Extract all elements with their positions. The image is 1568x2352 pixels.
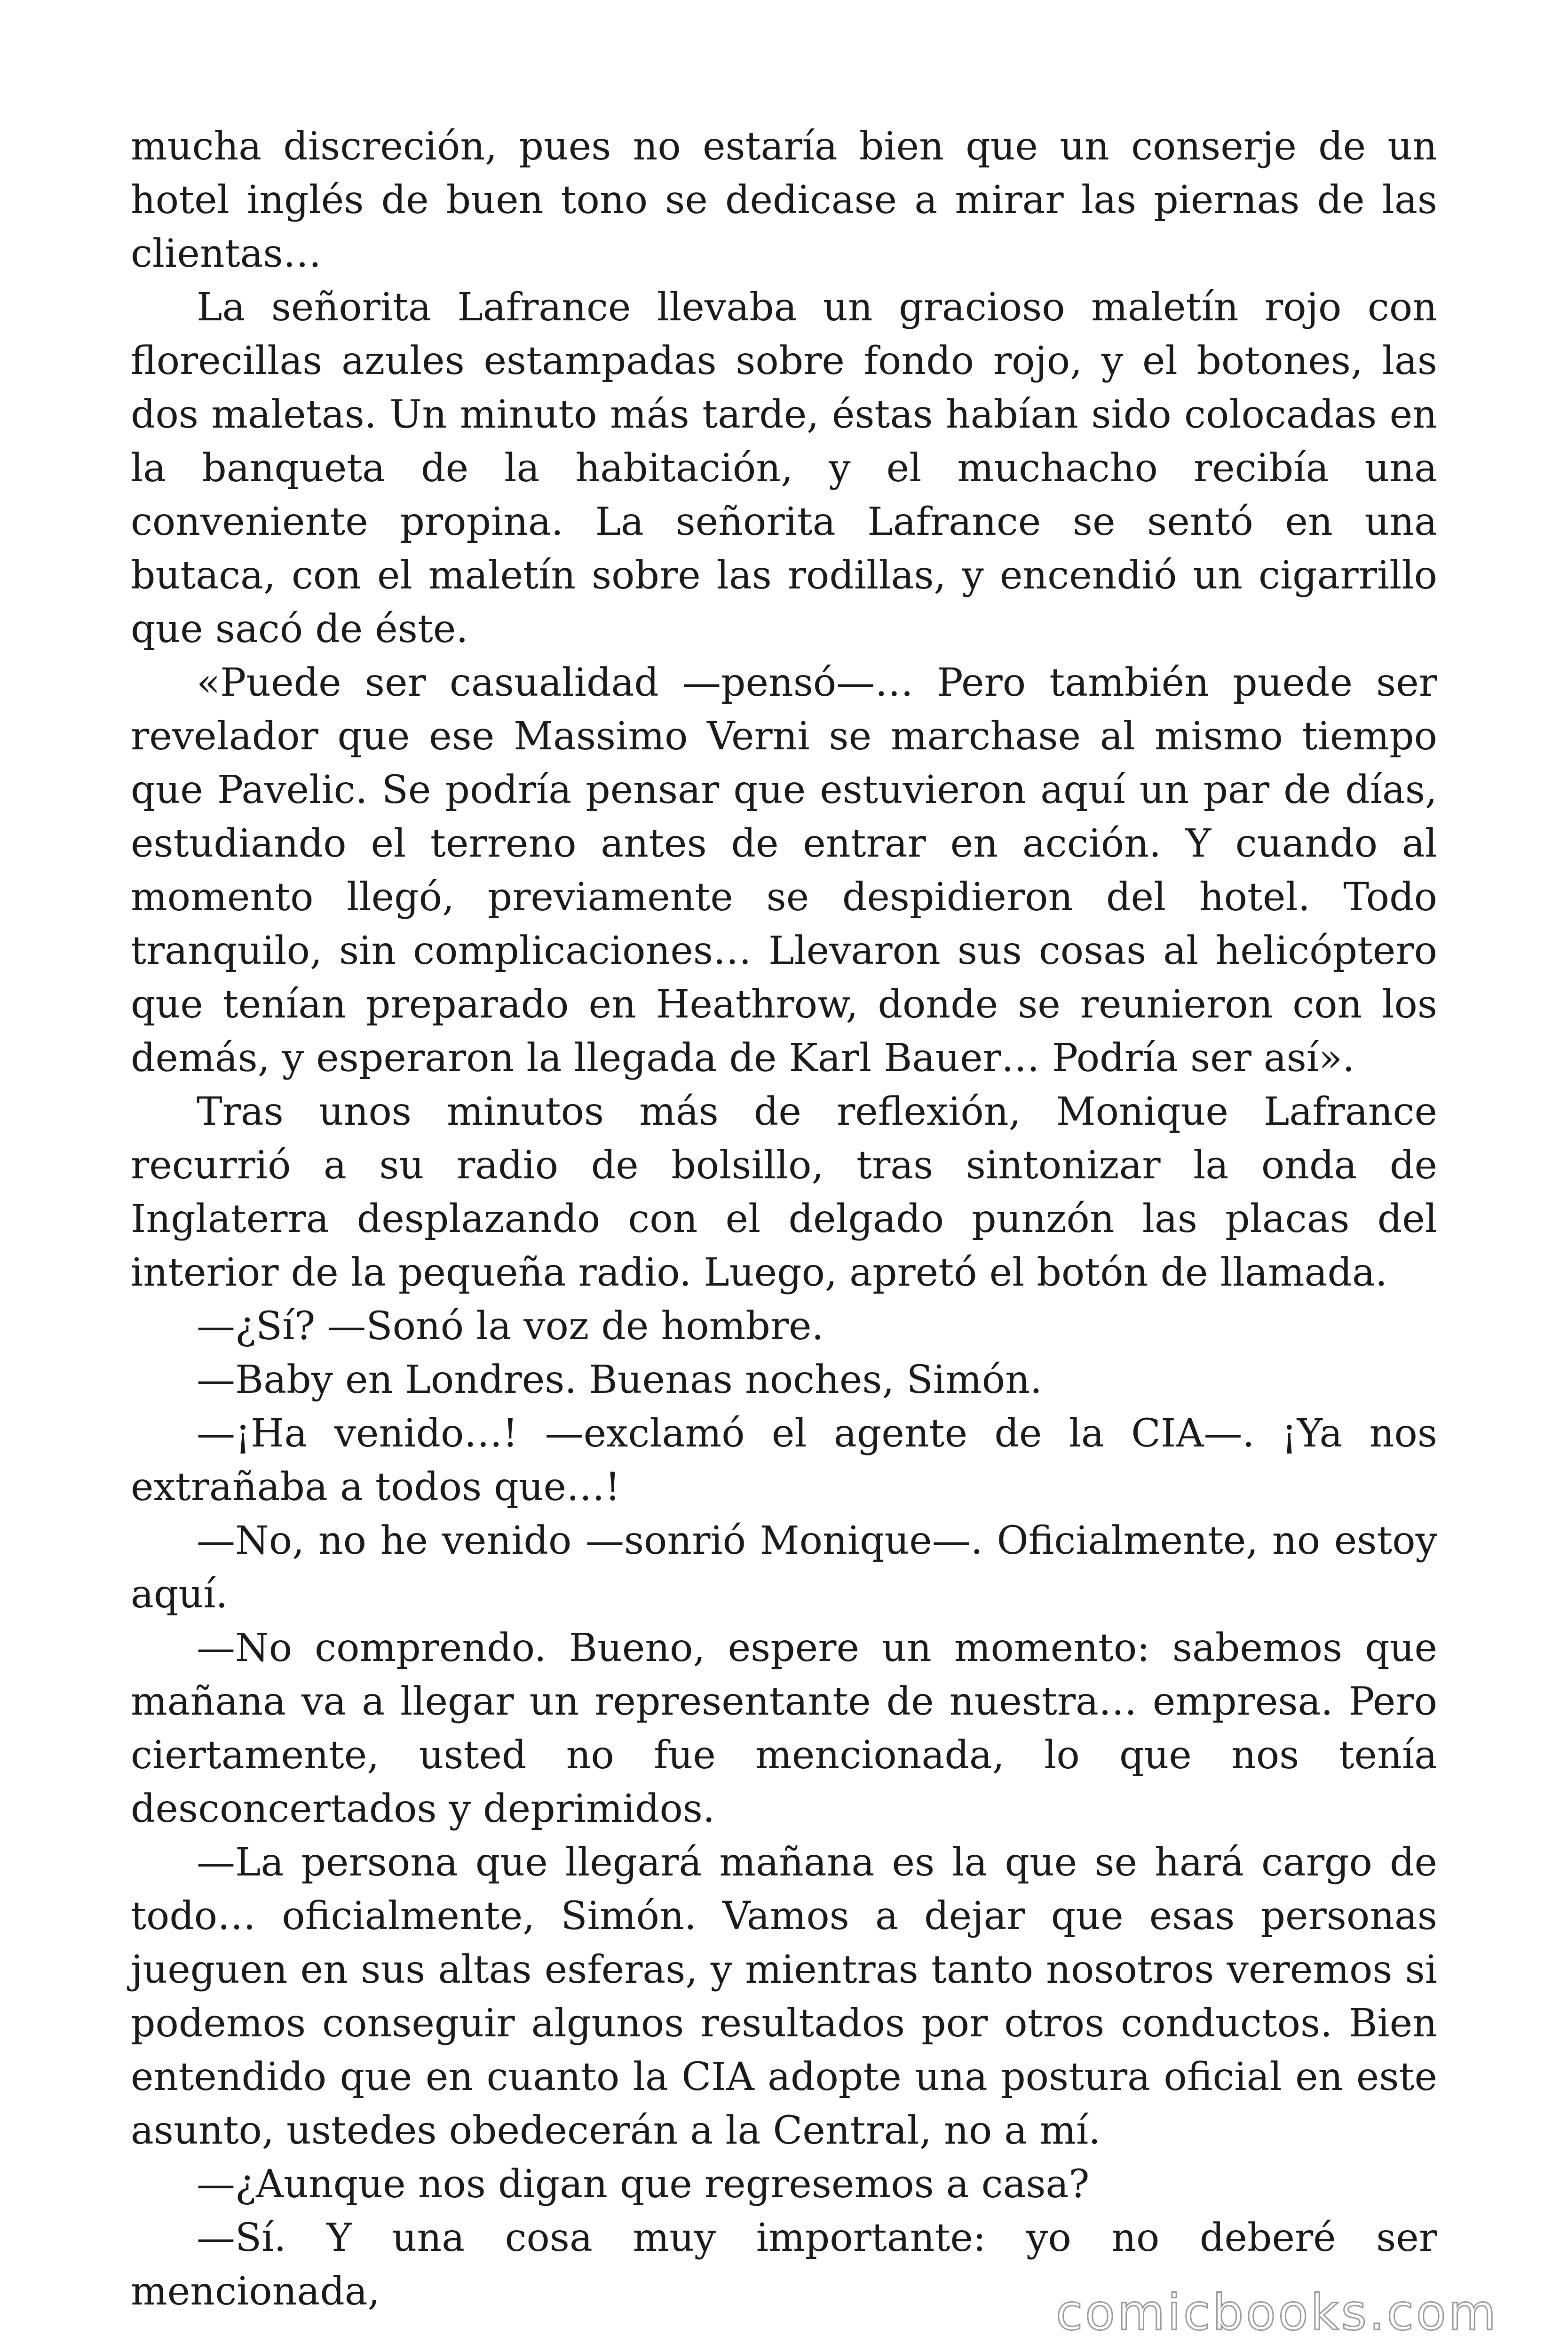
paragraph-3: «Puede ser casualidad —pensó—… Pero también puede ser revelador que ese Massimo Verni se marchase al mismo tiempo que Pavelic. Se podría pensar que estuvieron aquí un par de días, estudiando el terreno antes de entrar en acción. Y cuando al momento llegó, previamente se despidieron del hotel. Todo tranquilo, sin complicaciones… Llevaron sus cosas al helicóptero que tenían preparado en Heathrow, donde se reunieron con los demás, y esperaron la llegada de Karl Bauer… Podría ser así». — [131, 660, 1437, 1081]
paragraph-6: —Baby en Londres. Buenas noches, Simón. — [197, 1358, 1042, 1402]
paragraph-4: Tras unos minutos más de reflexión, Monique Lafrance recurrió a su radio de bolsillo, tras sintonizar la onda de Inglaterra desplazando con el delgado punzón las placas del interior de la pequeña radio. Luego, apretó el botón de llamada. — [131, 1089, 1437, 1295]
paragraph-2: La señorita Lafrance llevaba un gracioso maletín rojo con florecillas azules estampadas sobre fondo rojo, y el botones, las dos maletas. Un minuto más tarde, éstas habían sido colocadas en la banqueta de la habitación, y el muchacho recibía una conveniente propina. La señorita Lafrance se sentó en una butaca, con el maletín sobre las rodillas, y encendió un cigarrillo que sacó de éste. — [131, 285, 1437, 652]
paragraph-9: —No comprendo. Bueno, espere un momento: sabemos que mañana va a llegar un representante de nuestra… empresa. Pero ciertamente, usted no fue mencionada, lo que nos tenía desconcertados y deprimidos. — [131, 1626, 1437, 1831]
paragraph-10: —La persona que llegará mañana es la que se hará cargo de todo… oficialmente, Simón. Vamos a dejar que esas personas jueguen en sus altas esferas, y mientras tanto nosotros veremos si podemos conseguir algunos resultados por otros conductos. Bien entendido que en cuanto la CIA adopte una postura oficial en este asunto, ustedes obedecerán a la Central, no a mí. — [131, 1840, 1437, 2153]
paragraph-5: —¿Sí? —Sonó la voz de hombre. — [197, 1304, 824, 1349]
paragraph-7: —¡Ha venido…! —exclamó el agente de la CIA—. ¡Ya nos extrañaba a todos que…! — [131, 1411, 1437, 1510]
paragraph-1: mucha discreción, pues no estaría bien que un conserje de un hotel inglés de buen tono se dedicase a mirar las piernas de las clientas… — [131, 124, 1437, 276]
paragraph-8: —No, no he venido —sonrió Monique—. Oficialmente, no estoy aquí. — [131, 1518, 1437, 1617]
paragraph-11: —¿Aunque nos digan que regresemos a casa? — [197, 2162, 1090, 2207]
page-body — [131, 120, 1437, 2319]
paragraph-12: —Sí. Y una cosa muy importante: yo no deberé ser mencionada, — [131, 2216, 1437, 2314]
watermark: comicbooks.com — [1055, 2284, 1498, 2341]
